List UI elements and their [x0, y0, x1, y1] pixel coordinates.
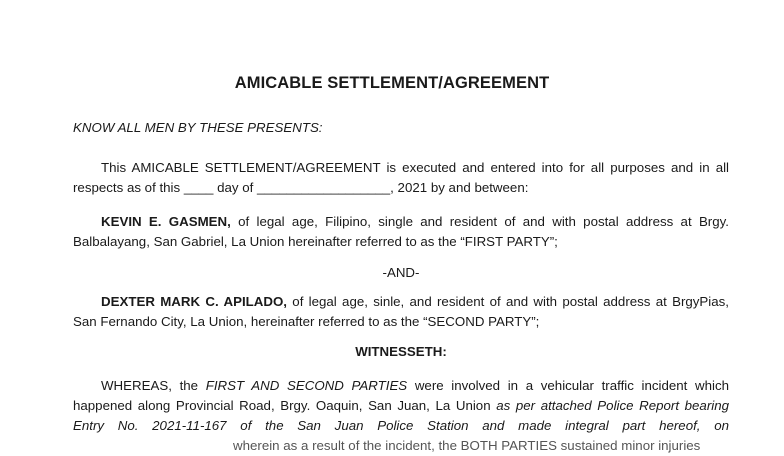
whereas-l2-report: as per attached Police Report bearing	[496, 398, 730, 413]
first-party-paragraph	[73, 212, 729, 252]
whereas-l2-a: happened along Provincial Road, Brgy. Oaquin, San Juan, La Union	[73, 398, 497, 413]
whereas-line-4: wherein as a result of the incident, the BOTH PARTIES sustained minor injuries	[233, 438, 701, 453]
and-separator	[73, 263, 729, 283]
second-party-line-2: San Fernando City, La Union, hereinafter referred to as the “SECOND PARTY”;	[73, 314, 540, 329]
first-party-line-2: Balbalayang, San Gabriel, La Union hereinafter referred to as the “FIRST PARTY”;	[73, 234, 558, 249]
opening-text: KNOW ALL MEN BY THESE PRESENTS:	[73, 120, 323, 135]
intro-line-2: respects as of this ____ day of __________________, 2021 by and between:	[73, 180, 529, 195]
second-party-line-1	[73, 292, 729, 312]
first-party-line-1	[73, 212, 729, 232]
opening-line	[73, 118, 729, 138]
whereas-l1-c: were involved in a vehicular traffic incident which	[407, 378, 729, 393]
and-separator-text: -AND-	[382, 265, 420, 280]
whereas-line-3: Entry No. 2021-11-167 of the San Juan Police Station and made integral part hereof, on	[73, 418, 729, 433]
whereas-line-1	[73, 376, 729, 396]
whereas-l1-a: WHEREAS, the	[101, 378, 206, 393]
witnesseth-heading	[73, 342, 729, 362]
whereas-l1-parties: FIRST AND SECOND PARTIES	[205, 378, 408, 393]
second-party-desc: of legal age, sinle, and resident of and with postal address at BrgyPias,	[287, 294, 729, 309]
document-title: AMICABLE SETTLEMENT/AGREEMENT	[234, 74, 550, 92]
intro-paragraph	[73, 158, 729, 198]
whereas-line-2	[73, 396, 729, 416]
second-party-paragraph	[73, 292, 729, 332]
witnesseth-text: WITNESSETH:	[355, 344, 447, 359]
second-party-name: DEXTER MARK C. APILADO,	[101, 294, 288, 309]
first-party-name: KEVIN E. GASMEN,	[101, 214, 231, 229]
whereas-paragraph	[73, 376, 729, 456]
first-party-desc: of legal age, Filipino, single and resident of and with postal address at Brgy.	[230, 214, 729, 229]
intro-line-1: This AMICABLE SETTLEMENT/AGREEMENT is executed and entered into for all purposes and in all	[101, 160, 729, 175]
